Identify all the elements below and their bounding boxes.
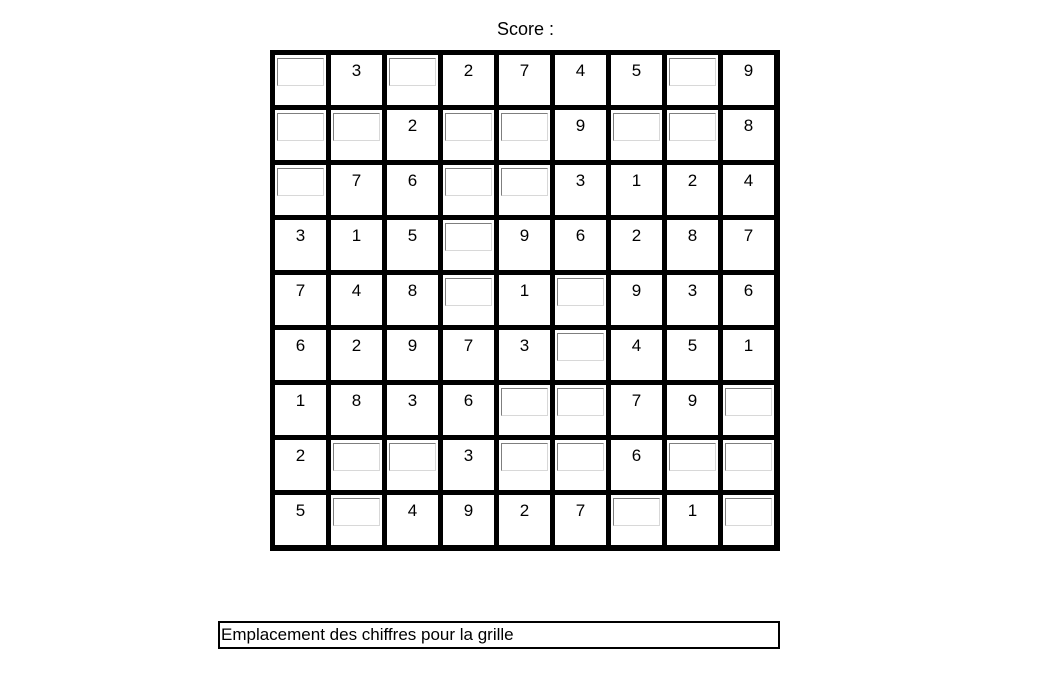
grid-cell-r1-c7 — [611, 55, 662, 105]
grid-cell-r5-c3 — [387, 275, 438, 325]
grid-cell-r4-c8 — [667, 220, 718, 270]
given-digit: 9 — [575, 116, 586, 135]
grid-cell-r6-c9 — [723, 330, 774, 380]
given-digit: 6 — [631, 446, 642, 465]
grid-cell-r1-c6 — [555, 55, 606, 105]
given-digit: 3 — [519, 336, 530, 355]
grid-cell-r7-c1 — [275, 385, 326, 435]
grid-cell-r8-c4 — [443, 440, 494, 490]
grid-cell-r5-c5 — [499, 275, 550, 325]
given-digit: 4 — [743, 171, 754, 190]
cell-input[interactable] — [501, 113, 548, 141]
grid-cell-r8-c2[interactable] — [331, 440, 382, 490]
cell-input[interactable] — [445, 278, 492, 306]
given-digit: 9 — [463, 501, 474, 520]
given-digit: 6 — [743, 281, 754, 300]
grid-cell-r6-c8 — [667, 330, 718, 380]
given-digit: 7 — [351, 171, 362, 190]
given-digit: 1 — [631, 171, 642, 190]
given-digit: 1 — [687, 501, 698, 520]
grid-cell-r1-c9 — [723, 55, 774, 105]
cell-input[interactable] — [613, 113, 660, 141]
grid-cell-r3-c3 — [387, 165, 438, 215]
given-digit: 2 — [687, 171, 698, 190]
grid-cell-r2-c4[interactable] — [443, 110, 494, 160]
given-digit: 7 — [575, 501, 586, 520]
cell-input[interactable] — [501, 443, 548, 471]
given-digit: 7 — [295, 281, 306, 300]
grid-cell-r2-c1[interactable] — [275, 110, 326, 160]
given-digit: 6 — [407, 171, 418, 190]
grid-cell-r4-c4[interactable] — [443, 220, 494, 270]
given-digit: 8 — [351, 391, 362, 410]
grid-cell-r9-c2[interactable] — [331, 495, 382, 545]
grid-cell-r8-c7 — [611, 440, 662, 490]
grid-cell-r2-c5[interactable] — [499, 110, 550, 160]
grid-cell-r7-c9[interactable] — [723, 385, 774, 435]
given-digit: 9 — [519, 226, 530, 245]
grid-cell-r4-c5 — [499, 220, 550, 270]
cell-input[interactable] — [669, 443, 716, 471]
given-digit: 6 — [463, 391, 474, 410]
given-digit: 6 — [295, 336, 306, 355]
digit-palette-area[interactable]: Emplacement des chiffres pour la grille — [218, 621, 780, 649]
grid-cell-r5-c8 — [667, 275, 718, 325]
given-digit: 2 — [631, 226, 642, 245]
cell-input[interactable] — [277, 113, 324, 141]
grid-cell-r6-c3 — [387, 330, 438, 380]
given-digit: 9 — [631, 281, 642, 300]
grid-cell-r5-c6[interactable] — [555, 275, 606, 325]
grid-cell-r4-c2 — [331, 220, 382, 270]
cell-input[interactable] — [333, 443, 380, 471]
given-digit: 6 — [575, 226, 586, 245]
grid-cell-r3-c6 — [555, 165, 606, 215]
grid-cell-r1-c8[interactable] — [667, 55, 718, 105]
grid-cell-r4-c7 — [611, 220, 662, 270]
grid-cell-r5-c1 — [275, 275, 326, 325]
given-digit: 5 — [407, 226, 418, 245]
cell-input[interactable] — [389, 58, 436, 86]
grid-cell-r5-c7 — [611, 275, 662, 325]
cell-input[interactable] — [725, 498, 772, 526]
given-digit: 3 — [407, 391, 418, 410]
given-digit: 5 — [295, 501, 306, 520]
grid-cell-r7-c8 — [667, 385, 718, 435]
given-digit: 9 — [407, 336, 418, 355]
given-digit: 4 — [351, 281, 362, 300]
given-digit: 9 — [687, 391, 698, 410]
given-digit: 1 — [743, 336, 754, 355]
given-digit: 7 — [463, 336, 474, 355]
cell-input[interactable] — [277, 168, 324, 196]
grid-cell-r3-c7 — [611, 165, 662, 215]
grid-cell-r2-c2[interactable] — [331, 110, 382, 160]
given-digit: 5 — [631, 61, 642, 80]
cell-input[interactable] — [557, 443, 604, 471]
grid-cell-r1-c2 — [331, 55, 382, 105]
given-digit: 4 — [407, 501, 418, 520]
given-digit: 9 — [743, 61, 754, 80]
cell-input[interactable] — [277, 58, 324, 86]
grid-cell-r3-c8 — [667, 165, 718, 215]
given-digit: 3 — [463, 446, 474, 465]
grid-cell-r4-c1 — [275, 220, 326, 270]
grid-cell-r5-c9 — [723, 275, 774, 325]
grid-cell-r2-c7[interactable] — [611, 110, 662, 160]
grid-cell-r4-c9 — [723, 220, 774, 270]
grid-cell-r8-c1 — [275, 440, 326, 490]
given-digit: 1 — [351, 226, 362, 245]
cell-input[interactable] — [613, 498, 660, 526]
grid-cell-r9-c9[interactable] — [723, 495, 774, 545]
grid-cell-r8-c9[interactable] — [723, 440, 774, 490]
cell-input[interactable] — [501, 388, 548, 416]
grid-cell-r8-c8[interactable] — [667, 440, 718, 490]
grid-cell-r1-c5 — [499, 55, 550, 105]
given-digit: 8 — [407, 281, 418, 300]
grid-cell-r9-c6 — [555, 495, 606, 545]
cell-input[interactable] — [333, 113, 380, 141]
grid-cell-r3-c2 — [331, 165, 382, 215]
grid-cell-r9-c1 — [275, 495, 326, 545]
grid-cell-r3-c1[interactable] — [275, 165, 326, 215]
given-digit: 3 — [295, 226, 306, 245]
grid-cell-r2-c6 — [555, 110, 606, 160]
grid-cell-r7-c6[interactable] — [555, 385, 606, 435]
grid-cell-r8-c3[interactable] — [387, 440, 438, 490]
given-digit: 2 — [519, 501, 530, 520]
given-digit: 7 — [631, 391, 642, 410]
grid-cell-r1-c1[interactable] — [275, 55, 326, 105]
grid-cell-r6-c7 — [611, 330, 662, 380]
grid-cell-r9-c4 — [443, 495, 494, 545]
given-digit: 1 — [295, 391, 306, 410]
grid-cell-r6-c5 — [499, 330, 550, 380]
given-digit: 2 — [295, 446, 306, 465]
cell-input[interactable] — [725, 443, 772, 471]
cell-input[interactable] — [725, 388, 772, 416]
given-digit: 3 — [575, 171, 586, 190]
cell-input[interactable] — [557, 388, 604, 416]
given-digit: 8 — [743, 116, 754, 135]
cell-input[interactable] — [445, 223, 492, 251]
cell-input[interactable] — [557, 333, 604, 361]
given-digit: 5 — [687, 336, 698, 355]
given-digit: 4 — [575, 61, 586, 80]
grid-cell-r9-c5 — [499, 495, 550, 545]
given-digit: 2 — [407, 116, 418, 135]
cell-input[interactable] — [445, 168, 492, 196]
cell-input[interactable] — [669, 58, 716, 86]
cell-input[interactable] — [333, 498, 380, 526]
given-digit: 7 — [743, 226, 754, 245]
grid-cell-r8-c6[interactable] — [555, 440, 606, 490]
grid-cell-r9-c7[interactable] — [611, 495, 662, 545]
grid-cell-r6-c4 — [443, 330, 494, 380]
score-label: Score : — [496, 19, 555, 39]
grid-cell-r5-c4[interactable] — [443, 275, 494, 325]
sudoku-grid — [270, 50, 780, 551]
given-digit: 1 — [519, 281, 530, 300]
grid-cell-r3-c5[interactable] — [499, 165, 550, 215]
grid-cell-r4-c3 — [387, 220, 438, 270]
cell-input[interactable] — [389, 443, 436, 471]
grid-cell-r3-c9 — [723, 165, 774, 215]
grid-cell-r4-c6 — [555, 220, 606, 270]
given-digit: 2 — [351, 336, 362, 355]
grid-cell-r6-c6[interactable] — [555, 330, 606, 380]
given-digit: 3 — [687, 281, 698, 300]
grid-cell-r3-c4[interactable] — [443, 165, 494, 215]
grid-cell-r1-c4 — [443, 55, 494, 105]
grid-cell-r2-c8[interactable] — [667, 110, 718, 160]
grid-cell-r2-c9 — [723, 110, 774, 160]
given-digit: 4 — [631, 336, 642, 355]
grid-cell-r1-c3[interactable] — [387, 55, 438, 105]
grid-cell-r9-c8 — [667, 495, 718, 545]
grid-cell-r6-c1 — [275, 330, 326, 380]
grid-cell-r7-c2 — [331, 385, 382, 435]
grid-cell-r2-c3 — [387, 110, 438, 160]
given-digit: 2 — [463, 61, 474, 80]
grid-cell-r9-c3 — [387, 495, 438, 545]
cell-input[interactable] — [557, 278, 604, 306]
grid-cell-r7-c7 — [611, 385, 662, 435]
cell-input[interactable] — [669, 113, 716, 141]
given-digit: 7 — [519, 61, 530, 80]
given-digit: 3 — [351, 61, 362, 80]
given-digit: 8 — [687, 226, 698, 245]
grid-cell-r7-c3 — [387, 385, 438, 435]
grid-cell-r7-c5[interactable] — [499, 385, 550, 435]
grid-cell-r8-c5[interactable] — [499, 440, 550, 490]
grid-cell-r7-c4 — [443, 385, 494, 435]
cell-input[interactable] — [501, 168, 548, 196]
cell-input[interactable] — [445, 113, 492, 141]
grid-cell-r5-c2 — [331, 275, 382, 325]
grid-cell-r6-c2 — [331, 330, 382, 380]
